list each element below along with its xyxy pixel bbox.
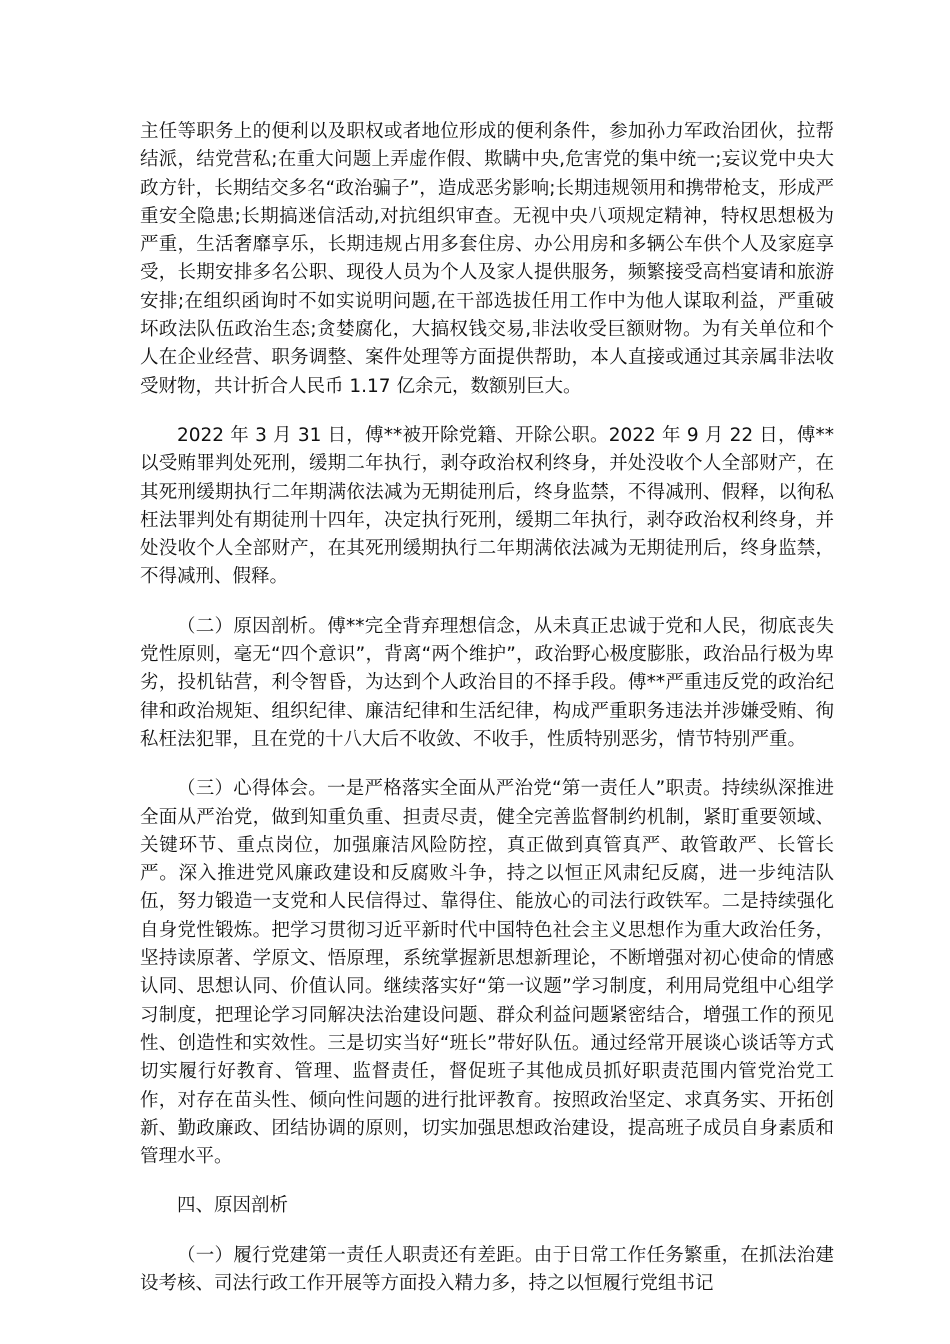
paragraph-cause-analysis: （二）原因剖析。傅**完全背弃理想信念，从未真正忠诚于党和人民，彻底丧失党性原则，毫无“四个意识”，背离“两个维护”，政治野心极度膨胀，政治品行极为卑劣，投机钻营，利令智昏，为达到个人政治目的不择手段。傅**严重违反党的政治纪律和政治规矩、组织纪律、廉洁纪律和生活纪律，构成严重职务违法并涉嫌受贿、徇私枉法犯罪，且在党的十八大后不收敛、不收手，性质特别恶劣，情节特别严重。	[140, 615, 834, 750]
paragraph-sentence: 2022 年 3 月 31 日，傅**被开除党籍、开除公职。2022 年 9 月 22 日，傅**以受贿罪判处死刑，缓期二年执行，剥夺政治权利终身，并处没收个人全部财产，在其死刑缓期执行二年期满依法减为无期徒刑后，终身监禁，不得减刑、假释，以徇私枉法罪判处有期徒刑十四年，决定执行死刑，缓期二年执行，剥夺政治权利终身，并处没收个人全部财产，在其死刑缓期执行二年期满依法减为无期徒刑后，终身监禁，不得减刑、假释。	[140, 424, 834, 588]
paragraph-case-facts: 主任等职务上的便利以及职权或者地位形成的便利条件，参加孙力军政治团伙，拉帮结派，结党营私;在重大问题上弄虚作假、欺瞒中央,危害党的集中统一;妄议党中央大政方针，长期结交多名“政治骗子”，造成恶劣影响;长期违规领用和携带枪支，形成严重安全隐患;长期搞迷信活动,对抗组织审查。无视中央八项规定精神，特权思想极为严重，生活奢靡享乐，长期违规占用多套住房、办公用房和多辆公车供个人及家庭享受，长期安排多名公职、现役人员为个人及家人提供服务，频繁接受高档宴请和旅游安排;在组织函询时不如实说明问题,在干部选拔任用工作中为他人谋取利益，严重破坏政法队伍政治生态;贪婪腐化，大搞权钱交易,非法收受巨额财物。为有关单位和个人在企业经营、职务调整、案件处理等方面提供帮助，本人直接或通过其亲属非法收受财物，共计折合人民币 1.17 亿余元，数额别巨大。	[140, 121, 834, 397]
section-heading-cause-analysis: 四、原因剖析	[177, 1195, 289, 1217]
paragraph-reflections: （三）心得体会。一是严格落实全面从严治党“第一责任人”职责。持续纵深推进全面从严治党，做到知重负重、担责尽责，健全完善监督制约机制，紧盯重要领域、关键环节、重点岗位，加强廉洁风险防控，真正做到真管真严、敢管敢严、长管长严。深入推进党风廉政建设和反腐败斗争，持之以恒正风肃纪反腐，进一步纯洁队伍，努力锻造一支党和人民信得过、靠得住、能放心的司法行政铁军。二是持续强化自身党性锻炼。把学习贯彻习近平新时代中国特色社会主义思想作为重大政治任务，坚持读原著、学原文、悟原理，系统掌握新思想新理论，不断增强对初心使命的情感认同、思想认同、价值认同。继续落实好“第一议题”学习制度，利用局党组中心组学习制度，把理论学习同解决法治建设问题、群众利益问题紧密结合，增强工作的预见性、创造性和实效性。三是切实当好“班长”带好队伍。通过经常开展谈心谈话等方式切实履行好教育、管理、监督责任，督促班子其他成员抓好职责范围内管党治党工作，对存在苗头性、倾向性问题的进行批评教育。按照政治坚定、求真务实、开拓创新、勤政廉政、团结协调的原则，切实加强思想政治建设，提高班子成员自身素质和管理水平。	[140, 778, 834, 1168]
document-body	[140, 118, 834, 1319]
paragraph-responsibility-gap: （一）履行党建第一责任人职责还有差距。由于日常工作任务繁重，在抓法治建设考核、司法行政工作开展等方面投入精力多，持之以恒履行党组书记	[140, 1244, 834, 1294]
